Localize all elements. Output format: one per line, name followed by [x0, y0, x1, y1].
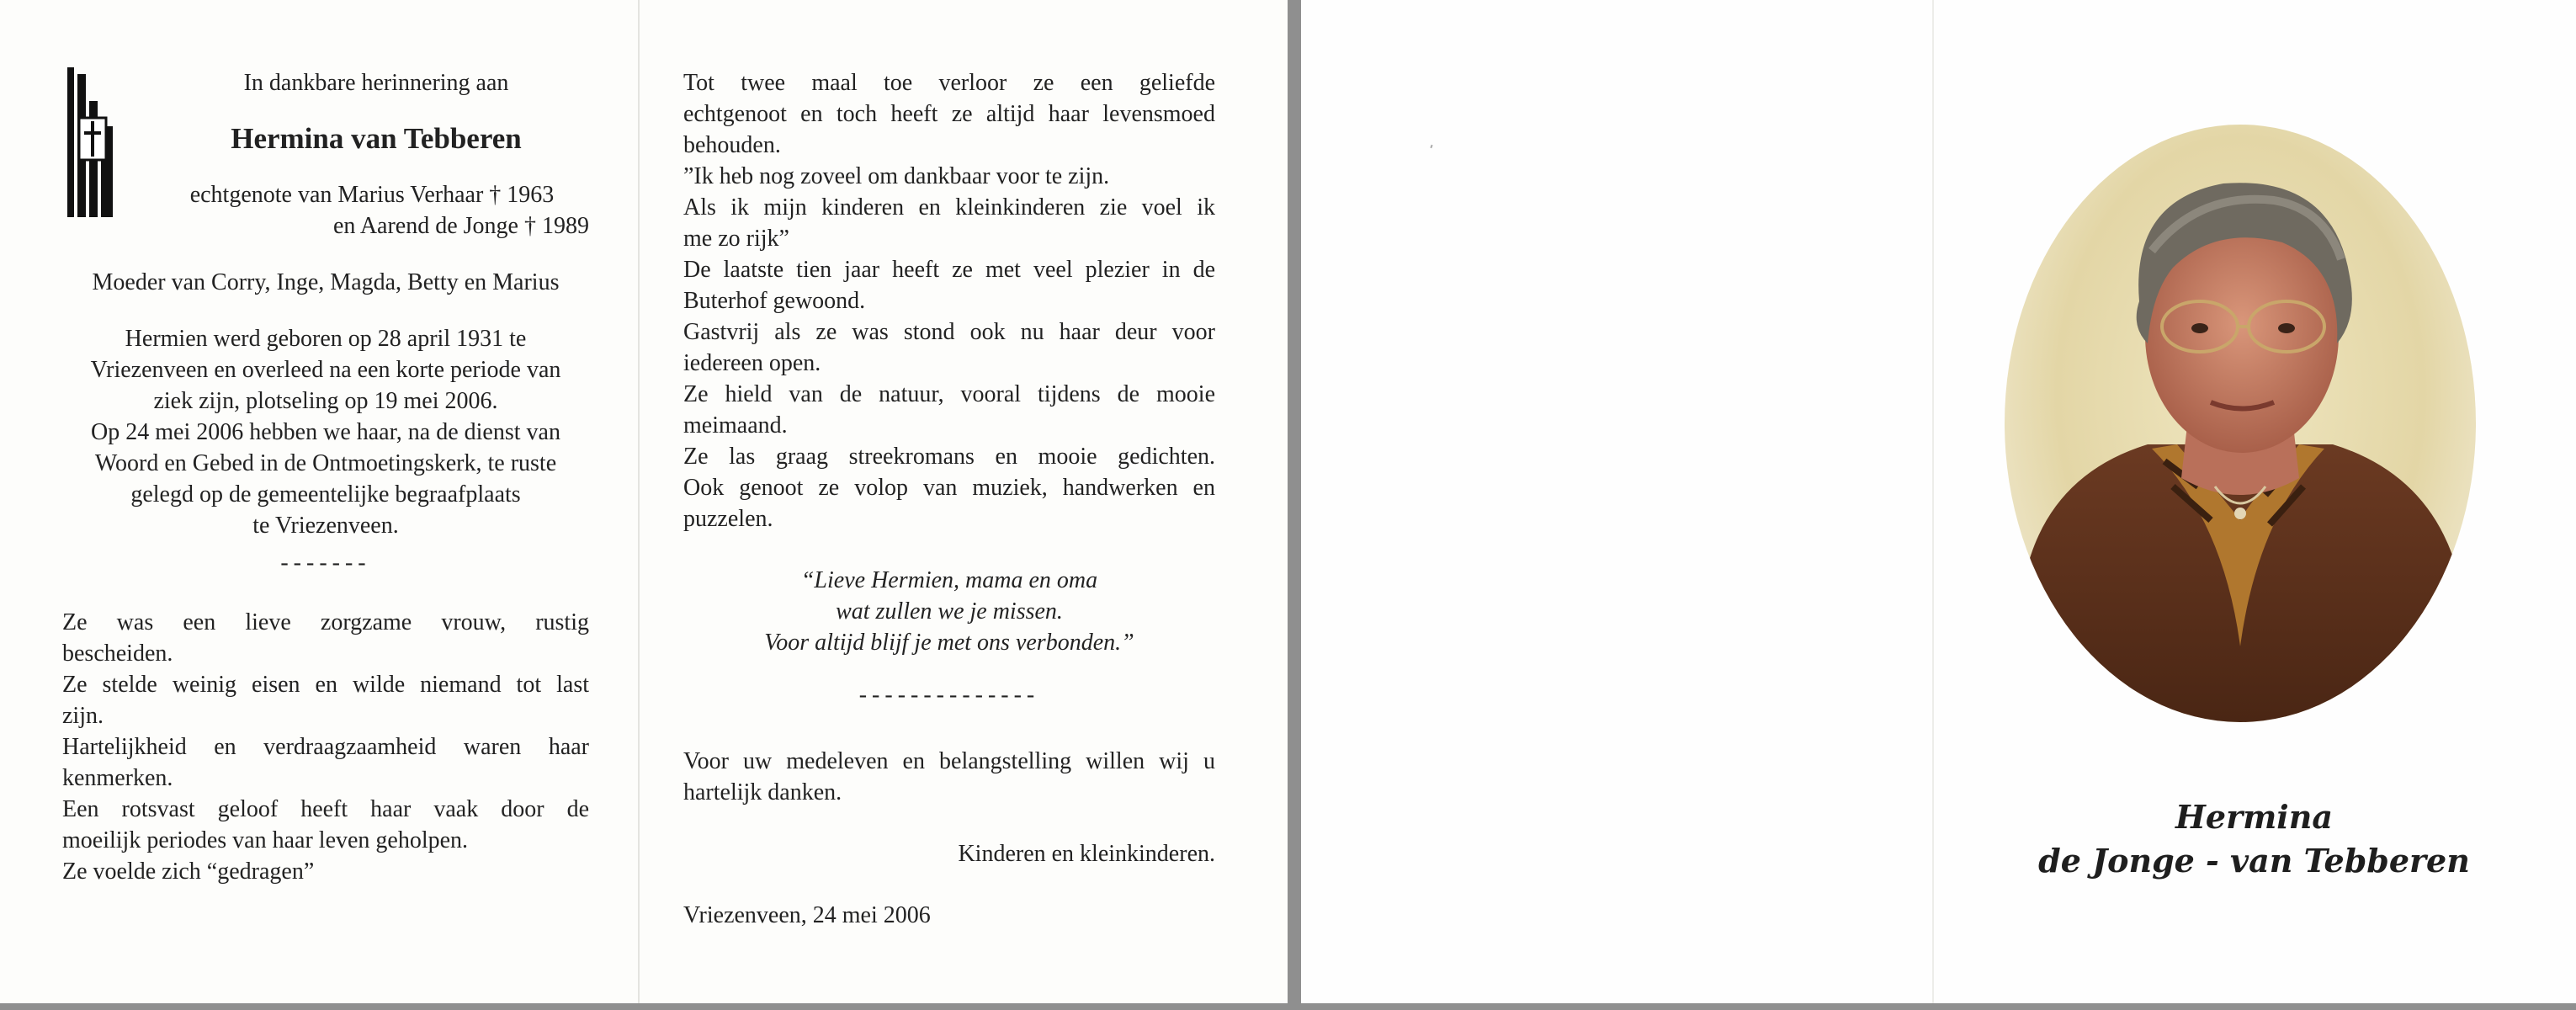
thanks-line: hartelijk danken. — [683, 779, 842, 805]
deceased-name: Hermina van Tebberen — [231, 122, 522, 155]
thanks-paragraph — [683, 746, 1215, 808]
bio-paragraph — [62, 323, 589, 541]
quote-line: “Lieve Hermien, mama en oma — [800, 567, 1098, 593]
character-line: Ze was een lieve zorgzame vrouw, rustig — [62, 609, 589, 635]
bio-line: Woord en Gebed in de Ontmoetingskerk, te ruste — [94, 450, 557, 476]
story-line: Buterhof gewoond. — [683, 288, 866, 314]
story-line: ”Ik heb nog zoveel om dankbaar voor te zijn. — [683, 163, 1110, 189]
story-line: behouden. — [683, 132, 781, 158]
story-line: me zo rijk” — [683, 226, 789, 252]
thanks-line: Voor uw medeleven en belangstelling willen wij u — [683, 748, 1215, 774]
spouse-line: echtgenote van Marius Verhaar † 1963 — [189, 182, 555, 208]
character-line: bescheiden. — [62, 641, 173, 667]
bio-line: Op 24 mei 2006 hebben we haar, na de dienst van — [91, 419, 560, 445]
character-line: Ze stelde weinig eisen en wilde niemand tot last — [62, 672, 589, 698]
story-line: Tot twee maal toe verloor ze een geliefde — [683, 70, 1215, 96]
quote-block — [683, 565, 1215, 658]
bio-line: te Vriezenveen. — [252, 513, 399, 539]
spouse-line: en Aarend de Jonge † 1989 — [332, 213, 589, 239]
signature: Kinderen en kleinkinderen. — [958, 841, 1215, 867]
character-line: Een rotsvast geloof heeft haar vaak door de — [62, 796, 589, 822]
divider: -------------- — [858, 682, 1040, 708]
story-line: iedereen open. — [683, 350, 821, 376]
character-line: Hartelijkheid en verdraagzaamheid waren haar — [62, 734, 589, 760]
story-line: Als ik mijn kinderen en kleinkinderen zie voel ik — [683, 194, 1215, 221]
bio-line: Vriezenveen en overleed na een korte periode van — [90, 357, 561, 383]
front-name-line: de Jonge - van Tebberen — [2038, 842, 2470, 880]
front-name-line: Hermina — [2175, 798, 2333, 836]
title-intro: In dankbare herinnering aan — [243, 70, 509, 96]
character-paragraph — [62, 607, 589, 887]
story-line: meimaand. — [683, 412, 788, 439]
character-line: moeilijk periodes van haar leven geholpen. — [62, 827, 469, 853]
divider: ------- — [280, 550, 371, 576]
character-line: zijn. — [62, 703, 104, 729]
children-line: Moeder van Corry, Inge, Magda, Betty en Marius — [92, 269, 560, 295]
spouse-block — [163, 179, 589, 242]
bio-line: ziek zijn, plotseling op 19 mei 2006. — [153, 388, 498, 414]
portrait-illustration — [2005, 125, 2476, 722]
quote-line: wat zullen we je missen. — [836, 598, 1063, 625]
quote-line: Voor altijd blijf je met ons verbonden.” — [764, 630, 1134, 656]
place-date: Vriezenveen, 24 mei 2006 — [683, 902, 931, 928]
bio-line: gelegd op de gemeentelijke begraafplaats — [130, 481, 521, 508]
story-line: Ook genoot ze volop van muziek, handwerken en — [683, 475, 1215, 501]
story-line: De laatste tien jaar heeft ze met veel plezier in de — [683, 257, 1215, 283]
character-line: Ze voelde zich “gedragen” — [62, 858, 315, 885]
panel-biography — [0, 0, 638, 1003]
panel-story — [640, 0, 1288, 1003]
character-line: kenmerken. — [62, 765, 173, 791]
story-paragraph — [683, 67, 1215, 534]
story-line: puzzelen. — [683, 506, 773, 532]
story-line: Ze hield van de natuur, vooral tijdens de mooie — [683, 381, 1215, 407]
bio-line: Hermien werd geboren op 28 april 1931 te — [125, 326, 527, 352]
story-line: Gastvrij als ze was stond ook nu haar deur voor — [683, 319, 1215, 345]
portrait-photo — [2005, 125, 2476, 722]
story-line: Ze las graag streekromans en mooie gedichten. — [683, 444, 1215, 470]
story-line: echtgenoot en toch heeft ze altijd haar levensmoed — [683, 101, 1215, 127]
